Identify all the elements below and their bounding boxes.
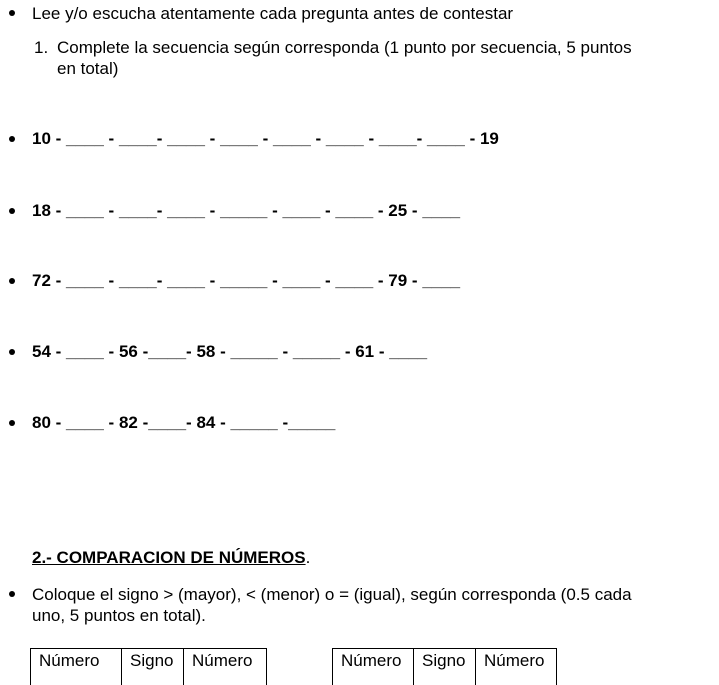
instruction-bullet [9,10,15,16]
table-header-number: Número [476,649,557,685]
question-1-line2: en total) [57,59,119,78]
section-2-title-period: . [305,548,311,567]
table-header-number: Número [31,649,122,685]
instruction-text: Lee y/o escucha atentamente cada pregunta antes de contestar [32,4,514,23]
section-2-bullet [9,591,15,597]
table-header-sign: Signo [414,649,476,685]
question-1-line1: Complete la secuencia según corresponda (1 punto por secuencia, 5 puntos [57,38,632,57]
sequence-3: 72 - ____ - ____- ____ - _____ - ____ - ____ - 79 - ____ [32,271,461,290]
sequence-1: 10 - ____ - ____- ____ - ____ - ____ - ____ - ____- ____ - 19 [32,129,499,148]
comparison-table-left [30,648,267,685]
comparison-table-right [332,648,557,685]
sequence-bullet [9,136,15,142]
sequence-bullet [9,278,15,284]
section-2-title: 2.- COMPARACION DE NÚMEROS [32,548,306,567]
table-header-sign: Signo [122,649,184,685]
sequence-bullet [9,420,15,426]
section-2-instruction-line2: uno, 5 puntos en total). [32,606,206,625]
sequence-4: 54 - ____ - 56 -____- 58 - _____ - _____ - 61 - ____ [32,342,428,361]
sequence-2: 18 - ____ - ____- ____ - _____ - ____ - ____ - 25 - ____ [32,201,461,220]
question-1-number: 1. [34,38,49,57]
table-header-number: Número [184,649,267,685]
section-2-heading [32,547,310,568]
table-header-number: Número [333,649,414,685]
sequence-5: 80 - ____ - 82 -____- 84 - _____ -_____ [32,413,336,432]
section-2-instruction-line1: Coloque el signo > (mayor), < (menor) o = (igual), según corresponda (0.5 cada [32,585,632,604]
sequence-bullet [9,349,15,355]
sequence-bullet [9,208,15,214]
